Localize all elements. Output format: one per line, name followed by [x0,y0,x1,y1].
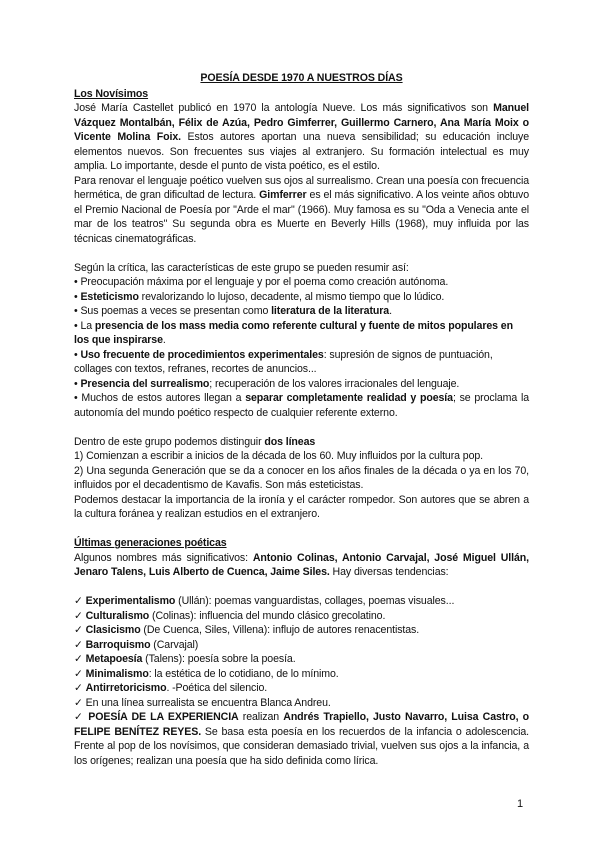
page-title: POESÍA DESDE 1970 A NUESTROS DÍAS [200,72,403,84]
paragraph-nombres [74,551,529,580]
text-run: • [74,377,81,390]
page-content [74,71,529,768]
spacer [74,420,529,435]
bold-run: Manuel Vázquez Montalbán, Félix de Azúa, Pedro Gimferrer, Guillermo Carnero, Ana María Moix o Vicente Molina Foix. [74,102,529,143]
text-run: . [162,334,166,346]
bold-run: Metapoesía [85,653,143,665]
text-run: (Ullán): poemas vanguardistas, collages, poemas visuales... [175,595,455,607]
text-run: ; recuperación de los valores irracionales del lenguaje. [209,377,460,390]
bold-run: Esteticismo [80,290,139,303]
bold-run: Presencia del surrealismo [80,377,210,390]
bold-run: POESÍA DE LA EXPERIENCIA [88,711,239,723]
text-run: revalorizando lo lujoso, decadente, al mismo tiempo que lo lúdico. [138,290,445,303]
bullet-item [74,391,529,420]
tendency-item: ✓ En una línea surrealista se encuentra Blanca Andreu. [74,696,331,709]
bold-run: Minimalismo [85,667,149,680]
bold-run: dos líneas [264,435,316,448]
bullet-item [74,290,529,305]
bold-run: Gimferrer [259,189,307,201]
bold-run: presencia de los mass media como referente cultural y fuente de mitos populares en los que inspirarse [74,319,513,346]
check-icon: ✓ [74,682,86,694]
spacer [74,522,529,537]
text-run: (Colinas): influencia del mundo clásico grecolatino. [149,609,386,622]
bold-run: Andrés Trapiello, Justo Navarro, Luisa Castro, o FELIPE BENÍTEZ REYES. [74,711,529,738]
tendency-item [74,623,529,638]
line-item: 1) Comienzan a escribir a inicios de la década de los 60. Muy influidos por la cultura pop. [74,450,483,462]
bullet-item [74,319,529,348]
bold-run: separar completamente realidad y poesía [245,392,453,404]
text-run: • Muchos de estos autores llegan a [74,392,246,404]
tendency-item [74,638,529,653]
bold-run: Antonio Colinas, Antonio Carvajal, José Miguel Ullán, Jenaro Talens, Luis Alberto de Cuenca, Jaime Siles. [74,551,530,578]
text-run: realizan [238,711,284,723]
text-run: Para renovar el lenguaje poético vuelven sus ojos al surrealismo. Crean una poesía con frecuencia hermética, de gran dificultad de lectura. [74,174,529,201]
tendency-item-experiencia [74,710,529,768]
text-run: Hay diversas tendencias: [329,566,449,578]
tendency-item [74,609,529,624]
text-run: José María Castellet publicó en 1970 la antología Nueve. Los más significativos son [74,102,494,114]
bullet-item [74,348,529,377]
section-heading-novisimos: Los Novísimos [74,87,149,100]
characteristics-intro: Según la crítica, las características de este grupo se pueden resumir así: [74,261,409,274]
bold-run: Experimentalismo [85,595,176,607]
text-run: . [389,305,392,317]
check-icon: ✓ [74,638,86,651]
check-icon: ✓ [74,624,86,636]
text-run: : supresión de signos de puntuación, collages con textos, refranes, recortes de anuncios... [74,348,493,375]
text-run: • [74,290,81,303]
paragraph-ironia: Podemos destacar la importancia de la ironía y el carácter rompedor. Son autores que se abren a la cultura foránea y realizan estudios en el extranjero. [74,493,529,520]
bold-run: literatura de la literatura [271,305,390,317]
tendency-item [74,667,529,682]
spacer [74,580,529,595]
tendency-item [74,594,529,609]
lines-intro [74,435,529,450]
paragraph-castellet [74,101,529,174]
spacer [74,246,529,261]
check-icon: ✓ [74,653,86,665]
text-run: Se basa esta poesía en los recuerdos de la infancia o adolescencia. Frente al pop de los novísimos, que consideran demasiado trivial, vuelven sus ojos a la infancia, a los orígenes; realizan una poesía que ha sido definida como lírica. [74,725,530,767]
bold-run: Antirretoricismo [85,682,167,694]
text-run: • [74,348,81,361]
text-run: • Sus poemas a veces se presentan como [74,305,272,317]
text-run: ; se proclama la autonomía del mundo poético respecto de cualquier referente externo. [74,392,529,419]
text-run: Estos autores aportan una nueva sensibilidad; su educación incluye elementos nuevos. Son frecuentes sus viajes al extranjero. Su formación intelectual es muy amplia. Lo importante, desde el punto de vista poético, es el estilo. [74,131,529,172]
text-run: . -Poética del silencio. [166,682,268,694]
page-number: 1 [517,798,524,810]
line-item: 2) Una segunda Generación que se da a conocer en los años finales de la década o ya en los 70, influidos por el decadentismo de Kavafis. Son más esteticistas. [74,464,529,491]
text-run: : la estética de lo cotidiano, de lo mínimo. [148,667,339,680]
paragraph-surrealismo [74,174,529,247]
tendency-item [74,681,529,696]
text-run: (De Cuenca, Siles, Villena): influjo de autores renacentistas. [140,624,420,636]
text-run: es el más significativo. A los veinte años obtuvo el Premio Nacional de Poesía por "Arde el mar" (1966). Muy famosa es su "Oda a Venecia ante el mar de los teatros" Su segunda obra es Muerte en Beverly Hills (1968), muy influida por las técnicas cinematográficas. [74,189,529,245]
section-heading-ultimas: Últimas generaciones poéticas [74,537,227,549]
check-icon: ✓ [74,711,89,723]
text-run: (Carvajal) [150,638,199,651]
bold-run: Uso frecuente de procedimientos experimentales [80,348,324,361]
text-run: (Talens): poesía sobre la poesía. [142,653,296,665]
text-run: • La [74,319,95,332]
bullet-item [74,304,529,319]
check-icon: ✓ [74,667,86,680]
bullet-item [74,377,529,392]
bullet-item: • Preocupación máxima por el lenguaje y por el poema como creación autónoma. [74,276,449,288]
check-icon: ✓ [74,609,86,622]
text-run: Algunos nombres más significativos: [74,551,253,564]
bold-run: Clasicismo [85,624,141,636]
check-icon: ✓ [74,595,86,607]
bold-run: Barroquismo [85,638,151,651]
tendency-item [74,652,529,667]
bold-run: Culturalismo [85,609,150,622]
text-run: Dentro de este grupo podemos distinguir [74,435,265,448]
